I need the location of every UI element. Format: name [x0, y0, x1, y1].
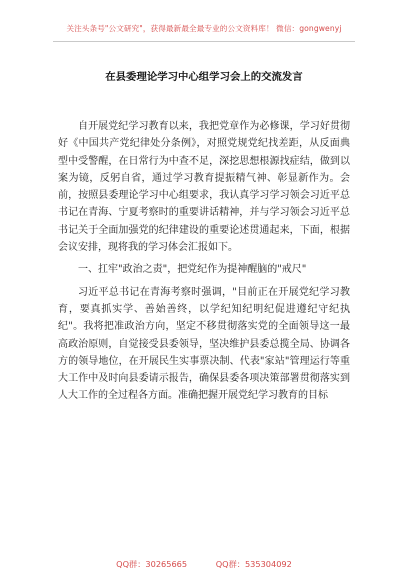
- document-body: [58, 118, 350, 405]
- document-title: 在县委理论学习中心组学习会上的交流发言: [105, 71, 303, 83]
- section-heading: 一、扛牢"政治之责"，把党纪作为提神醒脑的"戒尺": [78, 264, 307, 276]
- body-paragraph: 自开展党纪学习教育以来，我把党章作为必修课，学习好贯彻好《中国共产党纪律处分条例》，对照党规党纪找差距，从反面典型中受警醒，在日常行为中查不足，深挖思想根源找症结，做到以案为镜，反躬自省，通过学习教育提振精气神、彰显新作为。会前，按照县委理论学习中心组要求，我认真学习学习领会习近平总书记在青海、宁夏考察时的重要讲话精神，并与学习领会习近平总书记关于全面加强党的纪律建设的重要论述贯通起来，下面，根据会议安排，现将我的学习体会汇报如下。: [58, 121, 350, 254]
- footer-qq-group-1: QQ群：30265665: [116, 559, 188, 569]
- header-divider: [53, 41, 355, 42]
- header-promo: 关注头条号"公文研究"，获得最新最全最专业的公文资料库！ 微信：gongwenyj: [66, 24, 342, 33]
- footer-contact: [0, 559, 408, 570]
- body-paragraph: 习近平总书记在青海考察时强调，"目前正在开展党纪学习教育，要真抓实学、善始善终，以学纪知纪明纪促进遵纪守纪执纪"。我将把准政治方向，坚定不移贯彻落实党的全面领导这一最高政治原则，自觉接受县委领导，坚决维护县委总揽全局、协调各方的领导地位，在开展民生实事票决制、代表"家站"管理运行等重大工作中及时向县委请示报告，确保县委各项决策部署贯彻落实到人大工作的全过程各方面。准确把握开展党纪学习教育的目标: [58, 286, 350, 402]
- footer-qq-group-2: QQ群：535304092: [215, 559, 292, 569]
